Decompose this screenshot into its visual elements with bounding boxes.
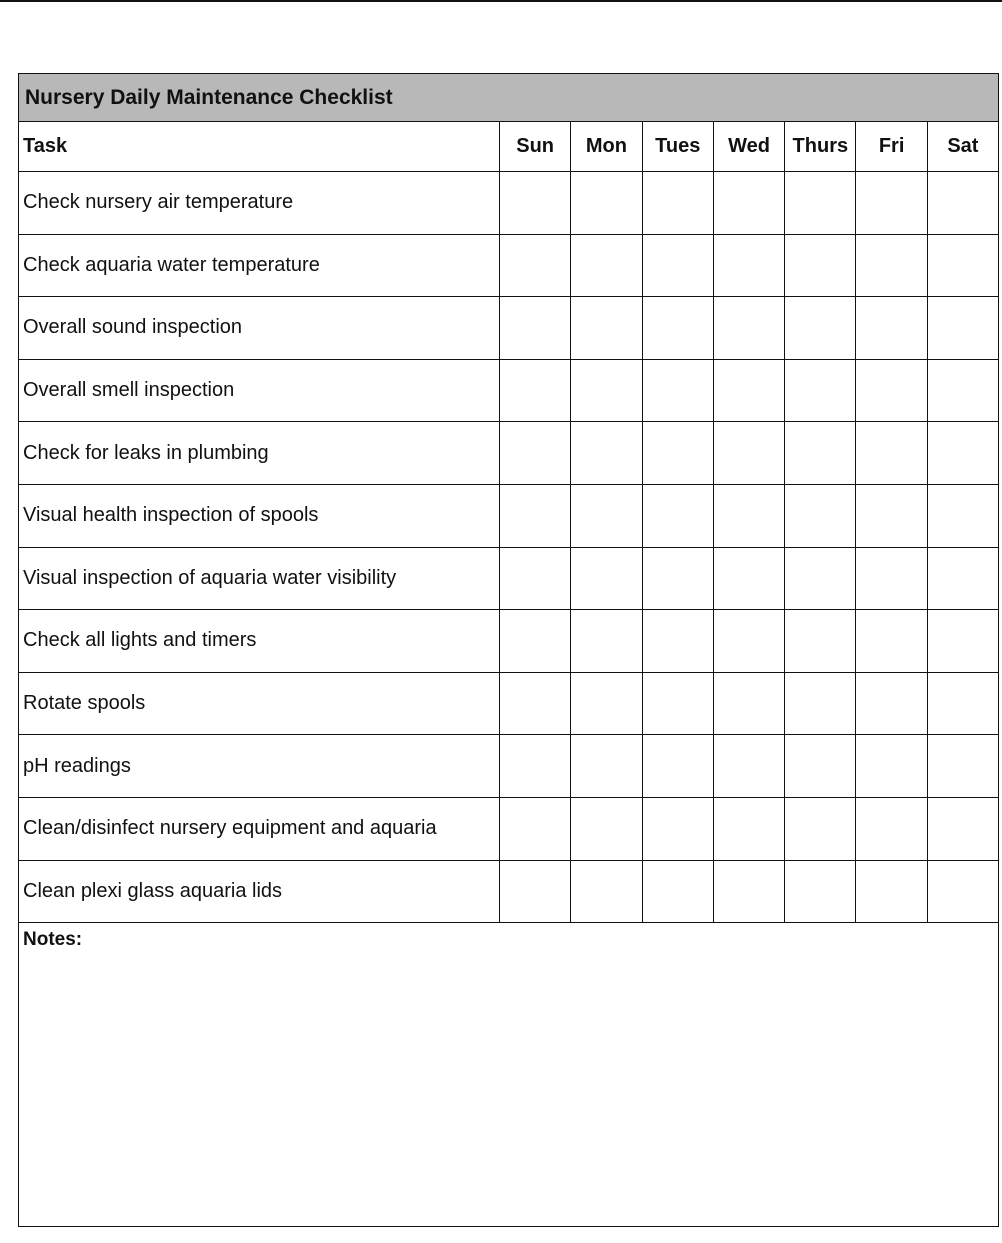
task-label: Overall smell inspection [19, 359, 500, 422]
task-label: Clean plexi glass aquaria lids [19, 860, 500, 923]
check-cell-thurs[interactable] [785, 797, 856, 860]
task-row [19, 735, 999, 798]
check-cell-wed[interactable] [713, 234, 784, 297]
check-cell-wed[interactable] [713, 672, 784, 735]
notes-area[interactable] [19, 923, 999, 1227]
task-column-header: Task [19, 122, 500, 172]
top-rule [0, 0, 1002, 2]
check-cell-thurs[interactable] [785, 610, 856, 673]
check-cell-sat[interactable] [927, 672, 998, 735]
check-cell-mon[interactable] [571, 735, 642, 798]
check-cell-fri[interactable] [856, 297, 927, 360]
check-cell-mon[interactable] [571, 797, 642, 860]
check-cell-tues[interactable] [642, 359, 713, 422]
check-cell-fri[interactable] [856, 797, 927, 860]
check-cell-thurs[interactable] [785, 484, 856, 547]
task-label: Check nursery air temperature [19, 172, 500, 235]
check-cell-thurs[interactable] [785, 672, 856, 735]
day-header-fri: Fri [856, 122, 927, 172]
check-cell-fri[interactable] [856, 610, 927, 673]
check-cell-mon[interactable] [571, 610, 642, 673]
task-row [19, 610, 999, 673]
check-cell-sun[interactable] [500, 547, 571, 610]
task-row [19, 860, 999, 923]
check-cell-sat[interactable] [927, 735, 998, 798]
check-cell-wed[interactable] [713, 297, 784, 360]
check-cell-fri[interactable] [856, 860, 927, 923]
check-cell-fri[interactable] [856, 672, 927, 735]
check-cell-mon[interactable] [571, 234, 642, 297]
check-cell-sat[interactable] [927, 797, 998, 860]
check-cell-tues[interactable] [642, 297, 713, 360]
check-cell-wed[interactable] [713, 422, 784, 485]
check-cell-tues[interactable] [642, 547, 713, 610]
check-cell-sat[interactable] [927, 484, 998, 547]
check-cell-sun[interactable] [500, 234, 571, 297]
check-cell-mon[interactable] [571, 172, 642, 235]
check-cell-thurs[interactable] [785, 547, 856, 610]
check-cell-sat[interactable] [927, 297, 998, 360]
check-cell-wed[interactable] [713, 359, 784, 422]
check-cell-mon[interactable] [571, 860, 642, 923]
check-cell-fri[interactable] [856, 547, 927, 610]
check-cell-tues[interactable] [642, 735, 713, 798]
check-cell-fri[interactable] [856, 735, 927, 798]
check-cell-wed[interactable] [713, 610, 784, 673]
check-cell-thurs[interactable] [785, 422, 856, 485]
check-cell-fri[interactable] [856, 234, 927, 297]
check-cell-sun[interactable] [500, 797, 571, 860]
check-cell-sun[interactable] [500, 610, 571, 673]
day-header-mon: Mon [571, 122, 642, 172]
maintenance-checklist-table [18, 73, 999, 1227]
check-cell-sat[interactable] [927, 359, 998, 422]
check-cell-sat[interactable] [927, 860, 998, 923]
check-cell-mon[interactable] [571, 547, 642, 610]
task-label: pH readings [19, 735, 500, 798]
task-label: Check all lights and timers [19, 610, 500, 673]
check-cell-tues[interactable] [642, 234, 713, 297]
check-cell-sun[interactable] [500, 735, 571, 798]
task-row [19, 797, 999, 860]
check-cell-mon[interactable] [571, 672, 642, 735]
day-header-sat: Sat [927, 122, 998, 172]
task-row [19, 359, 999, 422]
check-cell-thurs[interactable] [785, 860, 856, 923]
check-cell-wed[interactable] [713, 547, 784, 610]
check-cell-sat[interactable] [927, 234, 998, 297]
check-cell-mon[interactable] [571, 359, 642, 422]
check-cell-sun[interactable] [500, 422, 571, 485]
check-cell-sun[interactable] [500, 172, 571, 235]
check-cell-thurs[interactable] [785, 297, 856, 360]
check-cell-tues[interactable] [642, 860, 713, 923]
checklist-title: Nursery Daily Maintenance Checklist [19, 74, 999, 122]
task-label: Check for leaks in plumbing [19, 422, 500, 485]
notes-label: Notes: [23, 929, 83, 951]
check-cell-wed[interactable] [713, 735, 784, 798]
task-row [19, 422, 999, 485]
check-cell-wed[interactable] [713, 860, 784, 923]
check-cell-thurs[interactable] [785, 735, 856, 798]
check-cell-tues[interactable] [642, 672, 713, 735]
check-cell-wed[interactable] [713, 172, 784, 235]
check-cell-fri[interactable] [856, 422, 927, 485]
day-header-thurs: Thurs [785, 122, 856, 172]
check-cell-tues[interactable] [642, 484, 713, 547]
check-cell-tues[interactable] [642, 422, 713, 485]
check-cell-mon[interactable] [571, 484, 642, 547]
task-row [19, 172, 999, 235]
task-label: Visual health inspection of spools [19, 484, 500, 547]
task-label: Overall sound inspection [19, 297, 500, 360]
check-cell-mon[interactable] [571, 422, 642, 485]
notes-row [19, 923, 999, 1227]
check-cell-sun[interactable] [500, 860, 571, 923]
check-cell-sun[interactable] [500, 484, 571, 547]
check-cell-fri[interactable] [856, 172, 927, 235]
check-cell-fri[interactable] [856, 359, 927, 422]
check-cell-tues[interactable] [642, 172, 713, 235]
day-header-sun: Sun [500, 122, 571, 172]
task-label: Clean/disinfect nursery equipment and aquaria [19, 797, 500, 860]
check-cell-sun[interactable] [500, 297, 571, 360]
check-cell-sun[interactable] [500, 359, 571, 422]
check-cell-sat[interactable] [927, 610, 998, 673]
check-cell-thurs[interactable] [785, 172, 856, 235]
task-row [19, 547, 999, 610]
task-row [19, 297, 999, 360]
check-cell-wed[interactable] [713, 797, 784, 860]
check-cell-fri[interactable] [856, 484, 927, 547]
check-cell-tues[interactable] [642, 610, 713, 673]
task-label: Check aquaria water temperature [19, 234, 500, 297]
check-cell-sat[interactable] [927, 422, 998, 485]
task-row [19, 234, 999, 297]
day-header-wed: Wed [713, 122, 784, 172]
check-cell-tues[interactable] [642, 797, 713, 860]
task-label: Visual inspection of aquaria water visibility [19, 547, 500, 610]
check-cell-sat[interactable] [927, 172, 998, 235]
check-cell-thurs[interactable] [785, 234, 856, 297]
day-header-tues: Tues [642, 122, 713, 172]
check-cell-sun[interactable] [500, 672, 571, 735]
check-cell-wed[interactable] [713, 484, 784, 547]
task-row [19, 672, 999, 735]
check-cell-thurs[interactable] [785, 359, 856, 422]
task-row [19, 484, 999, 547]
check-cell-sat[interactable] [927, 547, 998, 610]
header-row [19, 122, 999, 172]
check-cell-mon[interactable] [571, 297, 642, 360]
task-label: Rotate spools [19, 672, 500, 735]
